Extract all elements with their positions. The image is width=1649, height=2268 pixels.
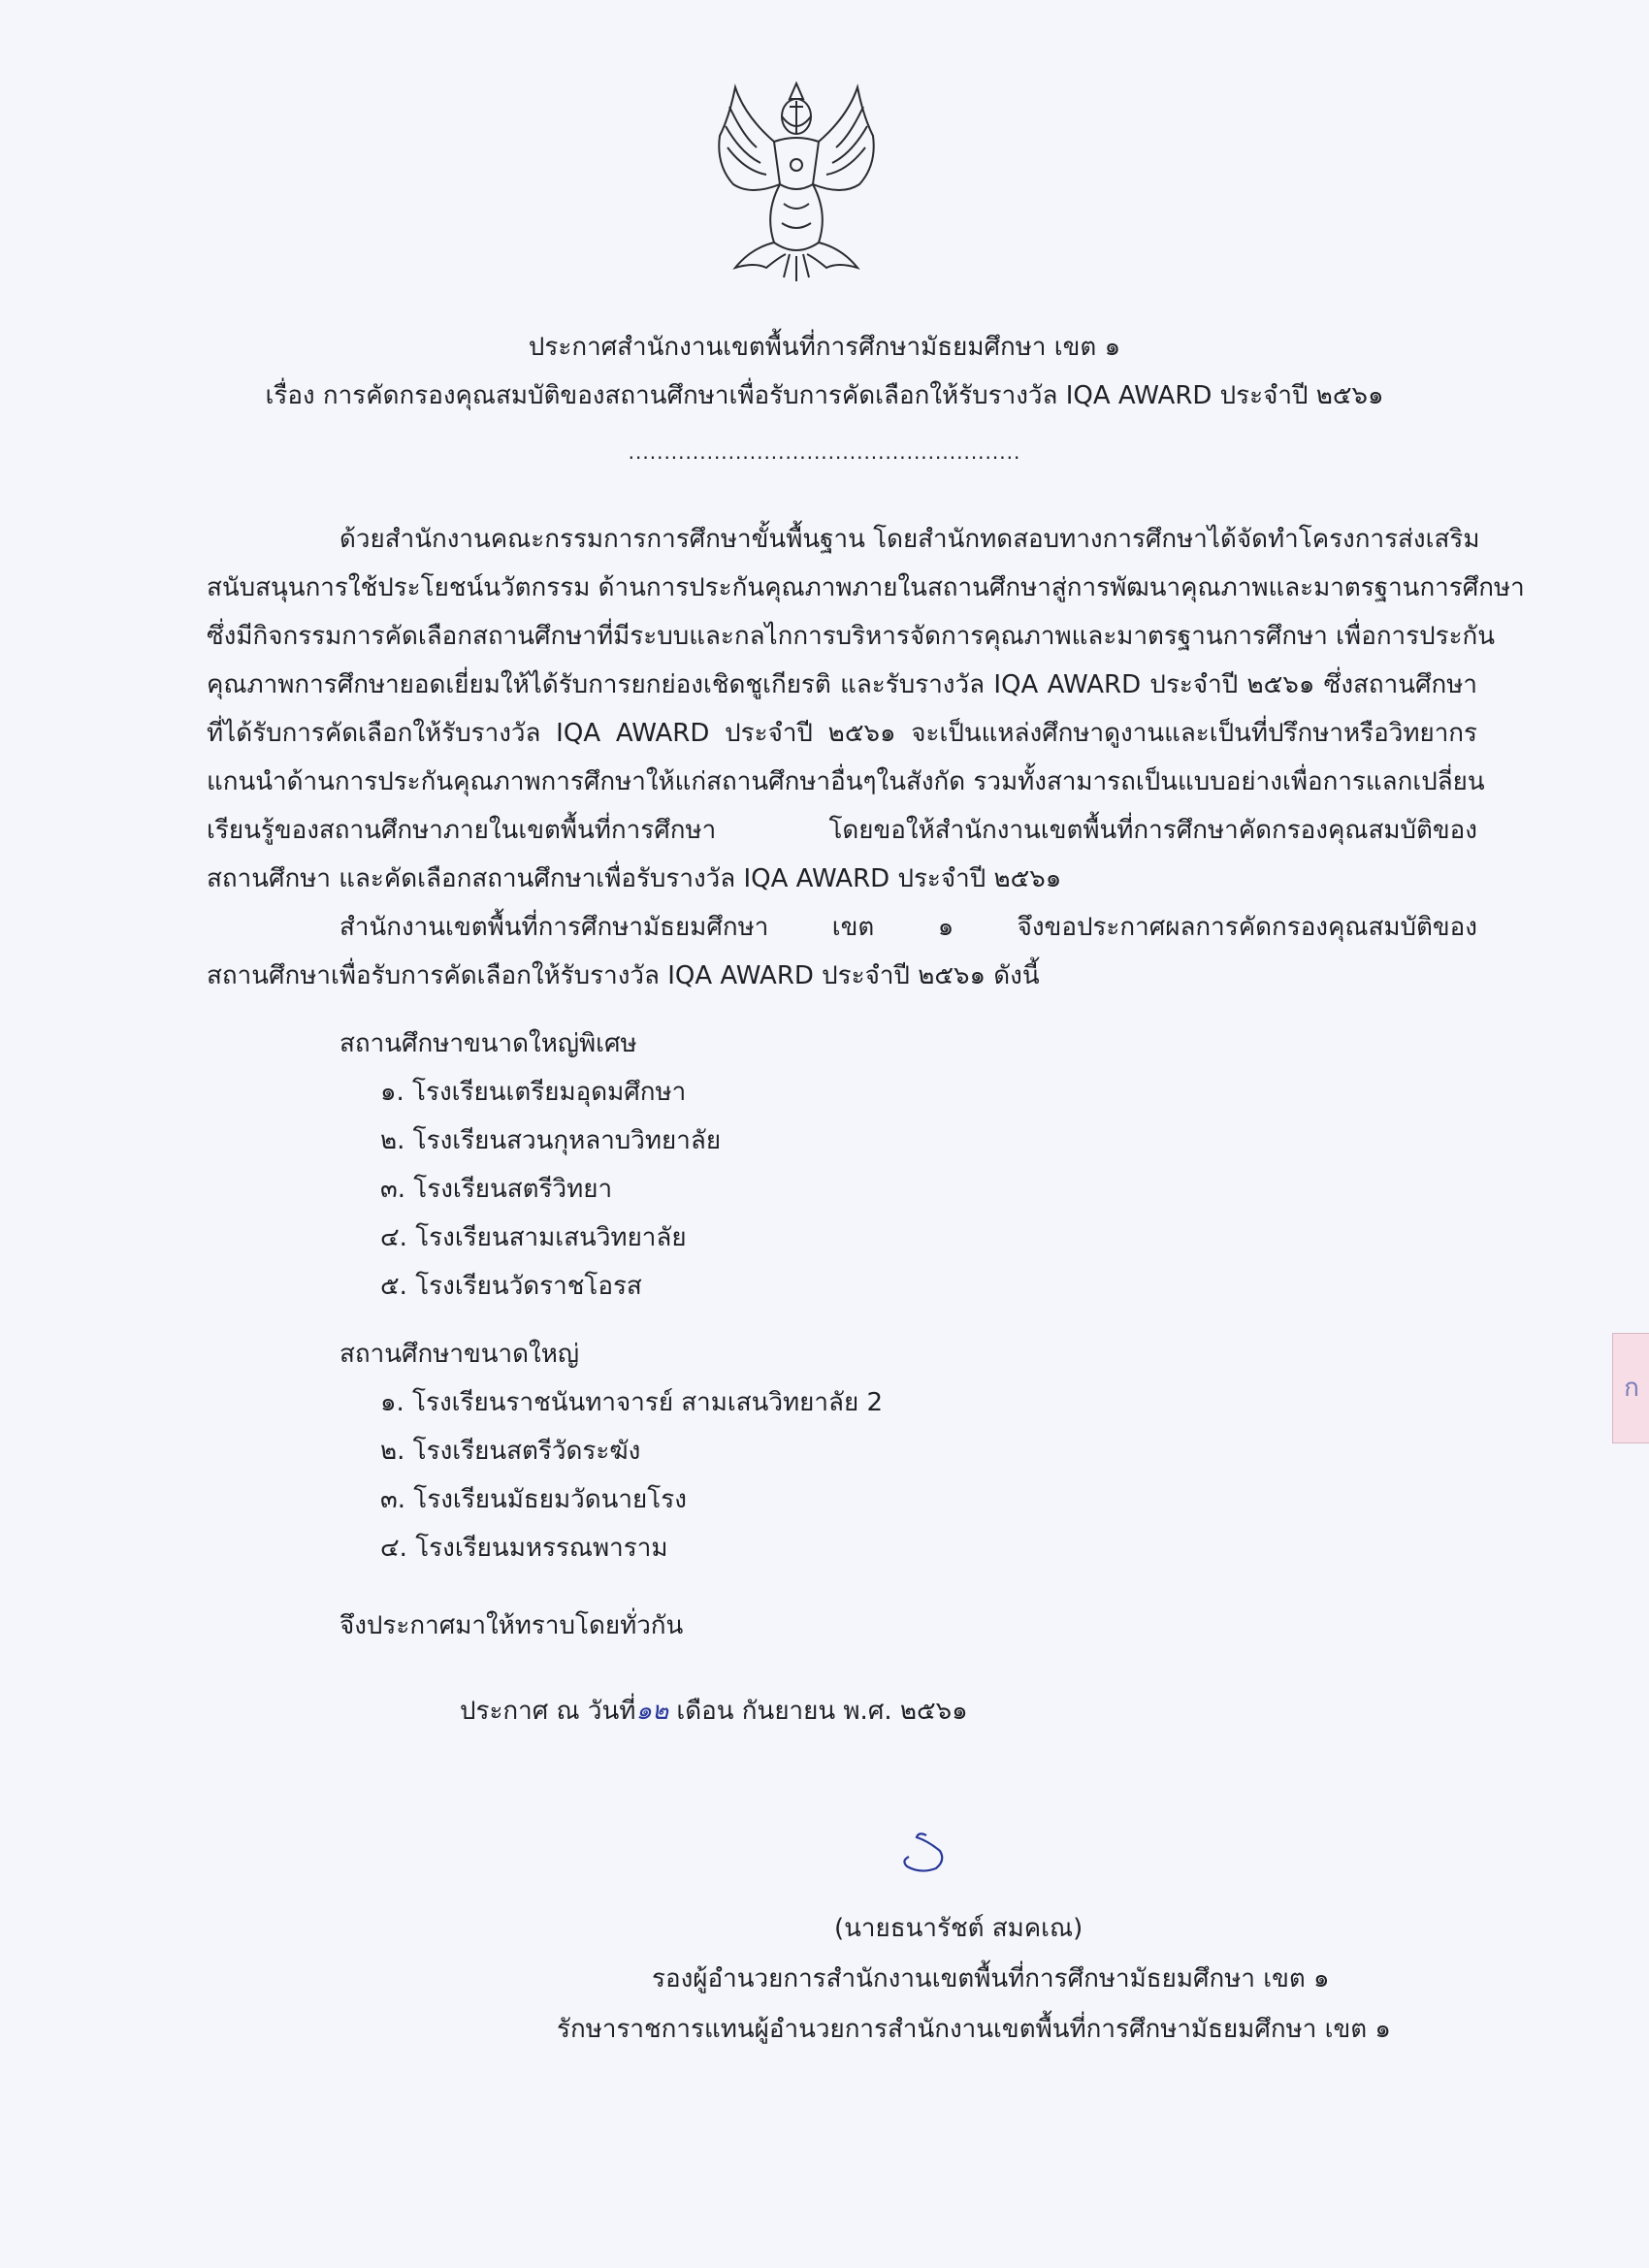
subject-prefix: เรื่อง bbox=[265, 381, 315, 410]
garuda-emblem-icon bbox=[706, 78, 887, 287]
announcement-title: ประกาศสำนักงานเขตพื้นที่การศึกษามัธยมศึกษา เขต ๑ bbox=[528, 333, 1121, 362]
paragraph1-line: สถานศึกษา และคัดเลือกสถานศึกษาเพื่อรับรางวัล IQA AWARD ประจำปี ๒๕๖๑ bbox=[207, 864, 1062, 893]
side-tab-marker: ก bbox=[1612, 1333, 1649, 1443]
list-item: ๕. โรงเรียนวัดราชโอรส bbox=[380, 1272, 642, 1301]
list-item: ๔. โรงเรียนมหรรณพาราม bbox=[380, 1534, 668, 1563]
announcement-date bbox=[460, 1692, 968, 1731]
paragraph1-line: เรียนรู้ของสถานศึกษาภายในเขตพื้นที่การศึกษา โดยขอให้สำนักงานเขตพื้นที่การศึกษาคัดกรองคุณสมบัติของ bbox=[207, 816, 1477, 845]
list-item: ๑. โรงเรียนเตรียมอุดมศึกษา bbox=[380, 1078, 687, 1107]
paragraph2-line: สถานศึกษาเพื่อรับการคัดเลือกให้รับรางวัล IQA AWARD ประจำปี ๒๕๖๑ ดังนี้ bbox=[207, 961, 1040, 990]
list-item: ๑. โรงเรียนราชนันทาจารย์ สามเสนวิทยาลัย 2 bbox=[380, 1388, 883, 1417]
signatory-position: รองผู้อำนวยการสำนักงานเขตพื้นที่การศึกษามัธยมศึกษา เขต ๑ bbox=[652, 1964, 1330, 1993]
list-item: ๓. โรงเรียนมัธยมวัดนายโรง bbox=[380, 1485, 687, 1514]
paragraph1-line: คุณภาพการศึกษายอดเยี่ยมให้ได้รับการยกย่องเชิดชูเกียรติ และรับรางวัล IQA AWARD ประจำปี ๒๕๖๑ ซึ่งสถานศึกษา bbox=[207, 670, 1477, 699]
list-item: ๒. โรงเรียนสวนกุหลาบวิทยาลัย bbox=[380, 1126, 722, 1155]
signatory-acting-position: รักษาราชการแทนผู้อำนวยการสำนักงานเขตพื้นที่การศึกษามัธยมศึกษา เขต ๑ bbox=[557, 2015, 1391, 2044]
date-prefix: ประกาศ ณ วันที่ bbox=[460, 1697, 636, 1726]
subject-text: การคัดกรองคุณสมบัติของสถานศึกษาเพื่อรับการคัดเลือกให้รับรางวัล IQA AWARD ประจำปี ๒๕๖๑ bbox=[322, 381, 1384, 410]
signatory-name: (นายธนารัชต์ สมคเณ) bbox=[834, 1914, 1083, 1943]
list-item: ๔. โรงเรียนสามเสนวิทยาลัย bbox=[380, 1223, 687, 1252]
list-item: ๓. โรงเรียนสตรีวิทยา bbox=[380, 1175, 613, 1204]
announcement-subject bbox=[0, 376, 1649, 415]
handwritten-signature bbox=[897, 1828, 955, 1876]
paragraph1-line: ที่ได้รับการคัดเลือกให้รับรางวัล IQA AWARD ประจำปี ๒๕๖๑ จะเป็นแหล่งศึกษาดูงานและเป็นที่ปรึกษาหรือวิทยากร bbox=[207, 719, 1477, 748]
date-day-handwritten: ๑๒ bbox=[635, 1697, 669, 1726]
paragraph1-line: ซึ่งมีกิจกรรมการคัดเลือกสถานศึกษาที่มีระบบและกลไกการบริหารจัดการคุณภาพและมาตรฐานการศึกษา เพื่อการประกัน bbox=[207, 622, 1496, 651]
list-heading-large: สถานศึกษาขนาดใหญ่ bbox=[340, 1340, 579, 1369]
list-heading-extra-large: สถานศึกษาขนาดใหญ่พิเศษ bbox=[340, 1029, 637, 1058]
list-item: ๒. โรงเรียนสตรีวัดระฆัง bbox=[380, 1437, 641, 1466]
title-separator: ....................................................... bbox=[628, 440, 1021, 464]
closing-announcement: จึงประกาศมาให้ทราบโดยทั่วกัน bbox=[340, 1611, 684, 1640]
paragraph1-line: ด้วยสำนักงานคณะกรรมการการศึกษาขั้นพื้นฐาน โดยสำนักทดสอบทางการศึกษาได้จัดทำโครงการส่งเสริม bbox=[340, 525, 1480, 554]
paragraph1-line: แกนนำด้านการประกันคุณภาพการศึกษาให้แก่สถานศึกษาอื่นๆในสังกัด รวมทั้งสามารถเป็นแบบอย่างเพื่อการแลกเปลี่ยน bbox=[207, 767, 1485, 796]
paragraph2-line: สำนักงานเขตพื้นที่การศึกษามัธยมศึกษา เขต ๑ จึงขอประกาศผลการคัดกรองคุณสมบัติของ bbox=[340, 913, 1477, 942]
paragraph1-line: สนับสนุนการใช้ประโยชน์นวัตกรรม ด้านการประกันคุณภาพภายในสถานศึกษาสู่การพัฒนาคุณภาพและมาตรฐานการศึกษา bbox=[207, 573, 1525, 602]
date-suffix: เดือน กันยายน พ.ศ. ๒๕๖๑ bbox=[676, 1697, 968, 1726]
